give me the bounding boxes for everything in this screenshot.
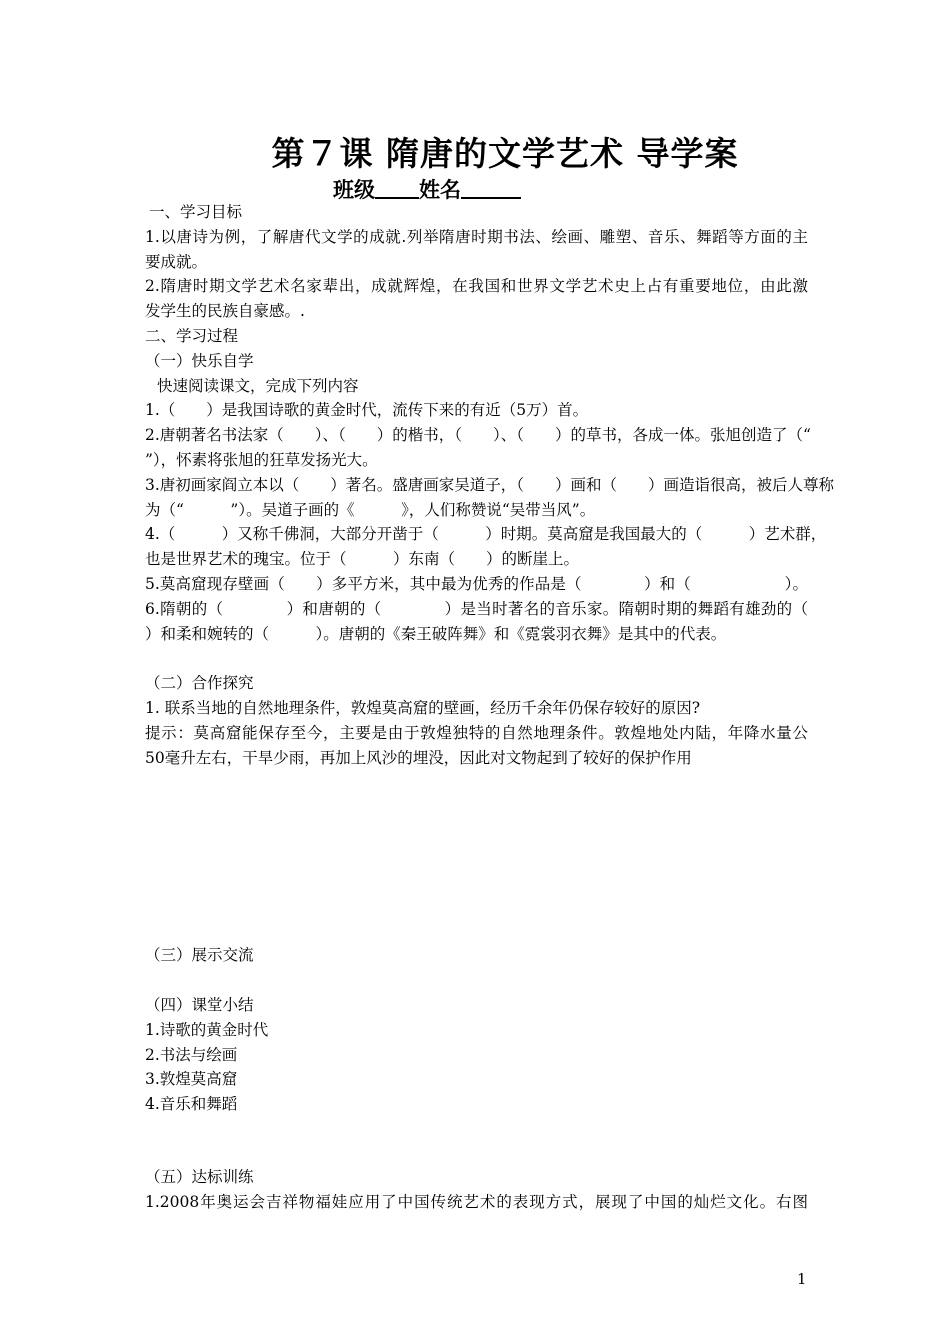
explore-hint-line-2: 50毫升左右，干旱少雨，再加上风沙的埋没，因此对文物起到了较好的保护作用 (145, 748, 692, 767)
part-1-intro: 快速阅读课文，完成下列内容 (157, 376, 359, 395)
section-heading-process: 二、学习过程 (145, 326, 239, 345)
part-5-heading: （五）达标训练 (145, 1167, 254, 1186)
explore-question-1: 1. 联系当地的自然地理条件，敦煌莫高窟的壁画，经历千余年仍保存较好的原因? (145, 698, 701, 717)
summary-item-2: 2.书法与绘画 (145, 1045, 238, 1064)
blank-line (145, 646, 808, 671)
question-2-line-2: ”），怀素将张旭的狂草发扬光大。 (145, 450, 378, 469)
training-question-1: 1.2008年奥运会吉祥物福娃应用了中国传统艺术的表现方式，展现了中国的灿烂文化。右图 (145, 1192, 808, 1211)
question-3-line-2: 为（“ ”）。吴道子画的《 》，人们称赞说“吴带当风”。 (145, 500, 596, 519)
summary-item-4: 4.音乐和舞蹈 (145, 1095, 238, 1114)
explore-hint-line-1: 提示：莫高窟能保存至今，主要是由于敦煌独特的自然地理条件。敦煌地处内陆，年降水量公 (145, 723, 808, 742)
name-blank (461, 177, 521, 199)
part-2-heading: （二）合作探究 (145, 674, 254, 693)
goal-2-line-1: 2.隋唐时期文学艺术名家辈出，成就辉煌，在我国和世界文学艺术史上占有重要地位，由此激 (145, 277, 808, 296)
question-1: 1.（ ）是我国诗歌的黄金时代，流传下来的有近（5万）首。 (145, 401, 589, 420)
question-5: 5.莫高窟现存壁画（ ）多平方米，其中最为优秀的作品是（ ）和（ ）。 (145, 574, 808, 593)
summary-item-1: 1.诗歌的黄金时代 (145, 1020, 269, 1039)
question-4-line-2: 也是世界艺术的瑰宝。位于（ ）东南（ ）的断崖上。 (145, 550, 580, 569)
question-3-line-1: 3.唐初画家阎立本以（ ）著名。盛唐画家吴道子，（ ）画和（ ）画造诣很高，被后人尊称 (145, 475, 835, 494)
name-label: 姓名 (419, 177, 461, 202)
page-title: 第７课 隋唐的文学艺术 导学案 (271, 134, 739, 173)
answer-space (145, 770, 808, 943)
question-6-line-2: ）和柔和婉转的（ ）。唐朝的《秦王破阵舞》和《霓裳羽衣舞》是其中的代表。 (145, 624, 727, 643)
document-body (145, 200, 835, 1215)
section-heading-goals: 一、学习目标 (149, 203, 243, 221)
part-3-heading: （三）展示交流 (145, 946, 254, 965)
question-6-line-1: 6.隋朝的（ ）和唐朝的（ ）是当时著名的音乐家。隋朝时期的舞蹈有雄劲的（ (145, 599, 808, 618)
question-4-line-1: 4.（ ）又称千佛洞，大部分开凿于（ ）时期。莫高窟是我国最大的（ ）艺术群， (145, 525, 827, 544)
question-2-line-1: 2.唐朝著名书法家（ ）、（ ）的楷书，（ ）、（ ）的草书，各成一体。张旭创造了（“ (145, 426, 811, 445)
summary-item-3: 3.敦煌莫高窟 (145, 1070, 238, 1089)
part-1-heading: （一）快乐自学 (145, 351, 254, 370)
blank-line (145, 968, 808, 993)
part-4-heading: （四）课堂小结 (145, 995, 254, 1014)
blank-space (145, 1117, 808, 1165)
class-label: 班级 (333, 177, 375, 202)
class-blank (375, 177, 419, 199)
goal-2-line-2: 发学生的民族自豪感。. (145, 302, 305, 321)
page-number: 1 (797, 1270, 807, 1288)
goal-1-line-1: 1.以唐诗为例，了解唐代文学的成就.列举隋唐时期书法、绘画、雕塑、音乐、舞蹈等方面的主 (145, 227, 808, 246)
goal-1-line-2: 要成就。 (145, 252, 208, 271)
